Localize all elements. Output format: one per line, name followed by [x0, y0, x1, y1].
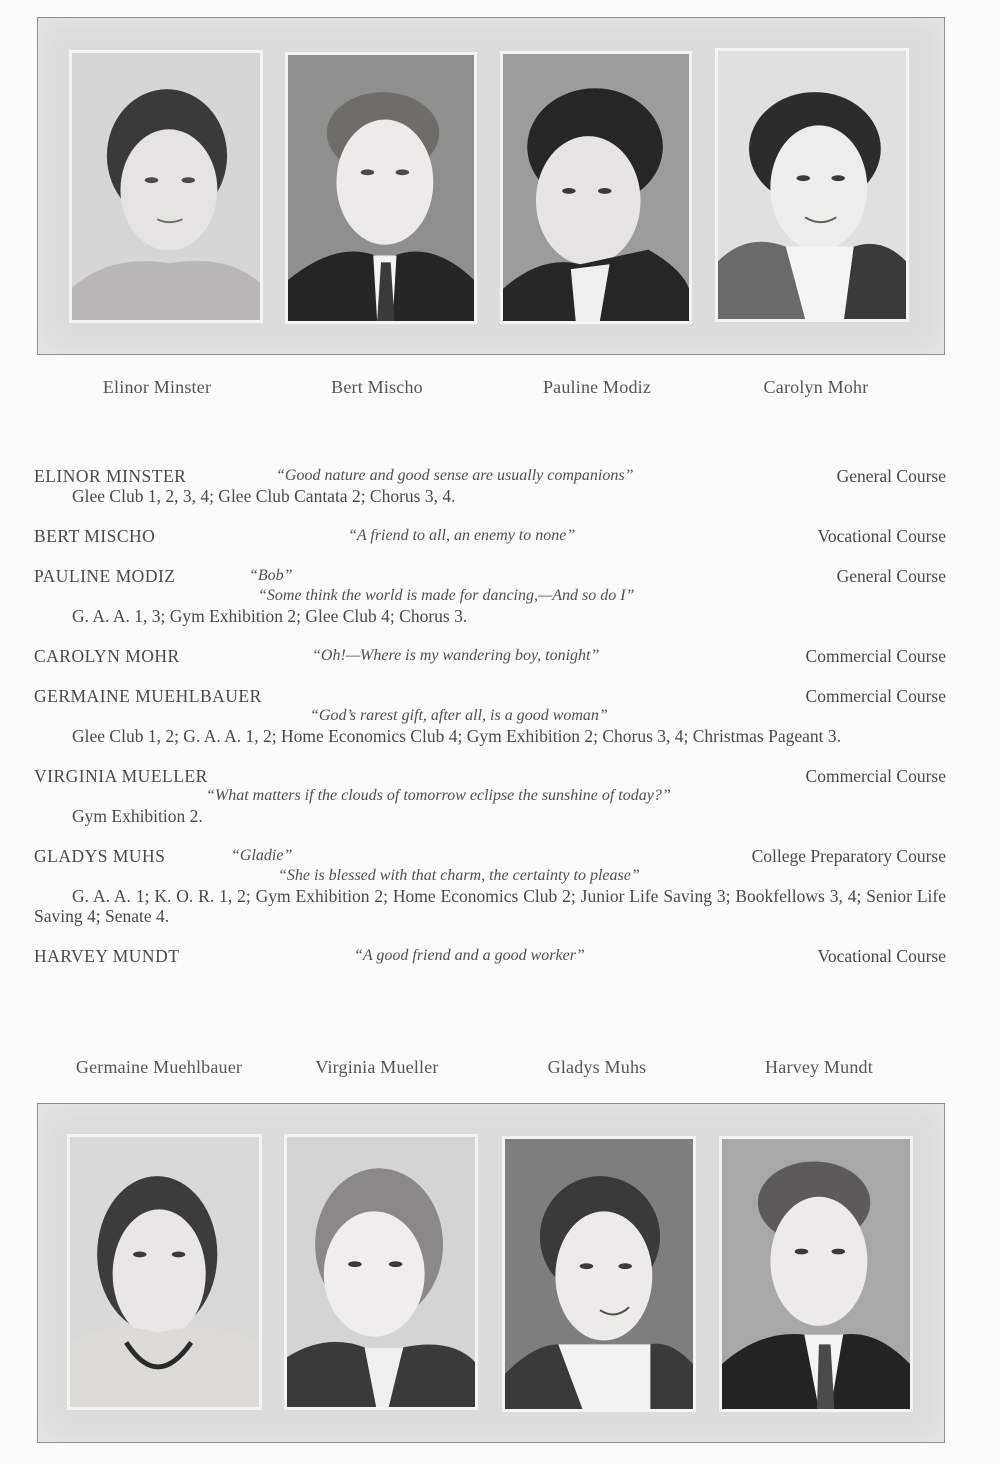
- portrait-harvey-mundt: [719, 1136, 913, 1412]
- entry-activities: Glee Club 1, 2; G. A. A. 1, 2; Home Economics Club 4; Gym Exhibition 2; Chorus 3, 4; Christmas Pageant 3.: [72, 726, 841, 746]
- entry-name: CAROLYN MOHR: [34, 646, 180, 666]
- caption-bert-mischo: Bert Mischo: [331, 377, 423, 397]
- entry-name: GLADYS MUHS: [34, 846, 166, 866]
- entry-course: Commercial Course: [805, 686, 946, 706]
- portrait-gladys-muhs: [502, 1136, 696, 1412]
- bottom-photo-panel: [37, 1103, 945, 1443]
- entry-quote: “What matters if the clouds of tomorrow eclipse the sunshine of today?”: [206, 787, 671, 804]
- caption-gladys-muhs: Gladys Muhs: [547, 1057, 647, 1077]
- entry-name: PAULINE MODIZ: [34, 566, 176, 586]
- caption-harvey-mundt: Harvey Mundt: [765, 1057, 873, 1077]
- entry-carolyn-mohr: [34, 646, 946, 666]
- portrait-elinor-minster: [69, 50, 263, 323]
- entry-course: Commercial Course: [805, 646, 946, 666]
- entry-course: Commercial Course: [805, 766, 946, 786]
- entry-activities: G. A. A. 1, 3; Gym Exhibition 2; Glee Club 4; Chorus 3.: [72, 606, 468, 626]
- entry-pauline-modiz: [34, 566, 946, 626]
- entry-elinor-minster: [34, 466, 946, 506]
- entry-nickname: “Gladie”: [231, 847, 293, 864]
- entry-quote: “Oh!—Where is my wandering boy, tonight”: [312, 647, 600, 664]
- entry-activities: Gym Exhibition 2.: [72, 806, 203, 826]
- caption-virginia-mueller: Virginia Mueller: [315, 1057, 439, 1077]
- entry-gladys-muhs: [34, 846, 946, 926]
- caption-germaine-muehlbauer: Germaine Muehlbauer: [75, 1057, 243, 1077]
- caption-pauline-modiz: Pauline Modiz: [542, 377, 652, 397]
- top-caption-row: [0, 377, 1000, 403]
- entry-germaine-muehlbauer: [34, 686, 946, 746]
- entry-name: GERMAINE MUEHLBAUER: [34, 686, 262, 706]
- entry-course: General Course: [836, 566, 946, 586]
- entry-activities: G. A. A. 1; K. O. R. 1, 2; Gym Exhibition 2; Home Economics Club 2; Junior Life Saving 3; Bookfellows 3, 4; Senior Life Saving 4; Senate 4.: [34, 886, 946, 926]
- entry-course: College Preparatory Course: [751, 846, 946, 866]
- entry-activities: Glee Club 1, 2, 3, 4; Glee Club Cantata 2; Chorus 3, 4.: [72, 486, 456, 506]
- entry-harvey-mundt: [34, 946, 946, 966]
- entry-course: Vocational Course: [817, 526, 946, 546]
- entry-course: Vocational Course: [817, 946, 946, 966]
- entry-quote: “A good friend and a good worker”: [354, 947, 585, 964]
- portrait-carolyn-mohr: [715, 48, 909, 322]
- entry-quote: “A friend to all, an enemy to none”: [348, 527, 576, 544]
- entry-quote: “God’s rarest gift, after all, is a good woman”: [310, 707, 608, 724]
- top-photo-panel: [37, 17, 945, 355]
- entry-quote: “Good nature and good sense are usually companions”: [276, 467, 634, 484]
- entry-name: ELINOR MINSTER: [34, 466, 187, 486]
- portrait-virginia-mueller: [284, 1134, 478, 1410]
- portrait-pauline-modiz: [500, 51, 692, 324]
- portrait-germaine-muehlbauer: [67, 1134, 262, 1410]
- portrait-bert-mischo: [285, 52, 477, 324]
- caption-carolyn-mohr: Carolyn Mohr: [763, 377, 869, 397]
- entry-name: BERT MISCHO: [34, 526, 156, 546]
- bottom-caption-row: [0, 1057, 1000, 1083]
- entry-name: VIRGINIA MUELLER: [34, 766, 208, 786]
- caption-elinor-minster: Elinor Minster: [102, 377, 212, 397]
- entry-quote: “Some think the world is made for dancing,—And so do I”: [258, 587, 635, 604]
- entry-name: HARVEY MUNDT: [34, 946, 180, 966]
- entry-virginia-mueller: [34, 766, 946, 826]
- entry-course: General Course: [836, 466, 946, 486]
- senior-entries: [34, 466, 946, 966]
- entry-quote: “She is blessed with that charm, the certainty to please”: [278, 867, 640, 884]
- entry-bert-mischo: [34, 526, 946, 546]
- entry-nickname: “Bob”: [249, 567, 293, 584]
